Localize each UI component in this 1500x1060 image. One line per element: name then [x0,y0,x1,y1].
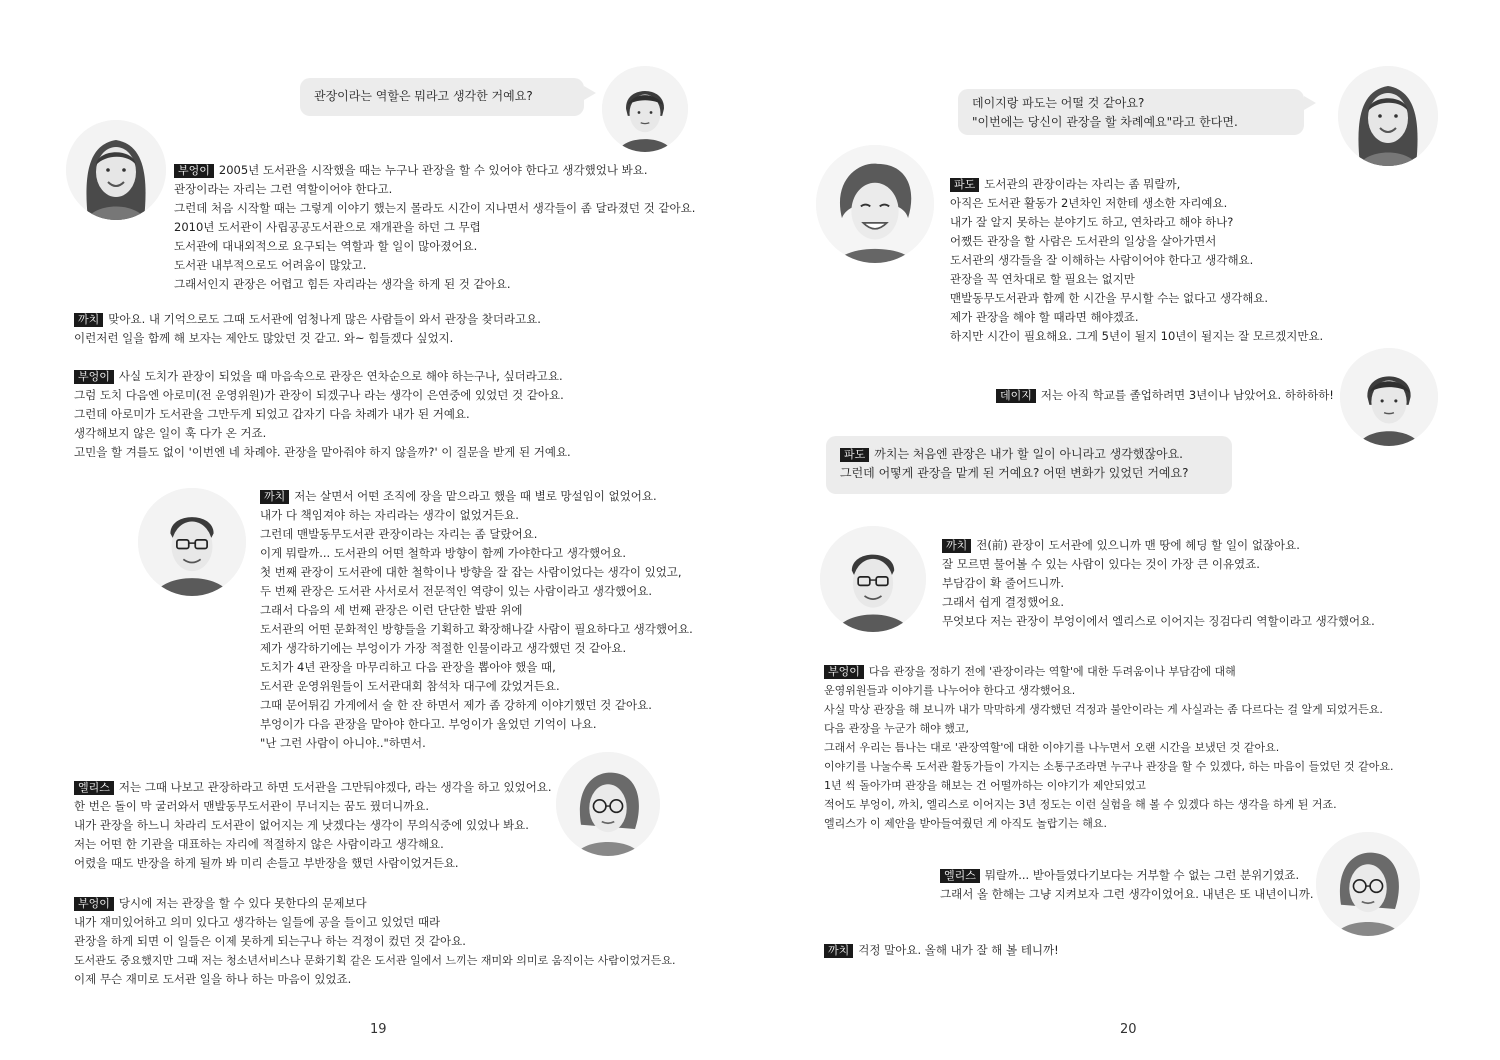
dialogue-block [260,487,693,753]
speaker-tag: 까치 [74,313,103,327]
dialogue-line: 그래서 다음의 세 번째 관장은 이런 단단한 발판 위에 [260,603,523,617]
dialogue-line: 무엇보다 저는 관장이 부엉이에서 엘리스로 이어지는 징검다리 역할이라고 생각했어요. [942,614,1375,628]
speaker-tag: 엘리스 [74,781,114,795]
dialogue-line: 까치 저는 살면서 어떤 조직에 장을 맡으라고 했을 때 별로 망설임이 없었어요. [260,487,693,506]
dialogue-line: 엘리스 저는 그때 나보고 관장하라고 하면 도서관을 그만둬야겠다, 라는 생각을 하고 있었어요. [74,778,552,797]
speaker-tag: 파도 [840,448,869,462]
question-bubble [300,78,584,116]
question-text: 관장이라는 역할은 뭐라고 생각한 거예요? [314,89,533,103]
dialogue-line: 그럼 도치 다음엔 아로미(전 운영위원)가 관장이 되겠구나 라는 생각이 은연중에 있었던 것 같아요. [74,388,564,402]
dialogue-line: 운영위원들과 이야기를 나누어야 한다고 생각했어요. [824,684,1076,697]
portrait-icon [602,66,688,152]
dialogue-line: 그런데 맨발동무도서관 관장이라는 자리는 좀 달랐어요. [260,527,538,541]
dialogue-line: 그래서인지 관장은 어렵고 힘든 자리라는 생각을 하게 된 것 같아요. [174,277,511,291]
dialogue-line: 부엉이 다음 관장을 정하기 전에 '관장이라는 역할'에 대한 두려움이나 부담감에 대해 [824,662,1394,681]
dialogue-block [950,175,1323,346]
portrait-icon [138,488,246,596]
dialogue-line: 어쨌든 관장을 할 사람은 도서관의 일상을 살아가면서 [950,234,1217,248]
dialogue-line: 이런저런 일을 함께 해 보자는 제안도 많았던 것 같고. 와~ 힘들겠다 싶었지. [74,331,454,345]
dialogue-line: 내가 잘 알지 못하는 분야기도 하고, 연차라고 해야 하나? [950,215,1234,229]
dialogue-line: 잘 모르면 물어볼 수 있는 사람이 있다는 것이 가장 큰 이유였죠. [942,557,1260,571]
dialogue-line: 제가 관장을 해야 할 때라면 해야겠죠. [950,310,1139,324]
portrait-icon [1338,66,1438,166]
dialogue-block [824,662,1394,833]
dialogue-line: 2010년 도서관이 사립공공도서관으로 재개관을 하던 그 무렵 [174,220,481,234]
dialogue-line: 그때 문어튀김 가게에서 술 한 잔 하면서 제가 좀 강하게 이야기했던 것 같아요. [260,698,652,712]
dialogue-line: 엘리스 뭐랄까... 받아들였다기보다는 거부할 수 없는 그런 분위기였죠. [940,866,1313,885]
speaker-tag: 엘리스 [940,869,980,883]
dialogue-line: 하지만 시간이 필요해요. 그게 5년이 될지 10년이 될지는 잘 모르겠지만요. [950,329,1324,343]
dialogue-line: 그래서 올 한해는 그냥 지켜보자 그런 생각이었어요. 내년은 또 내년이니까. [940,887,1314,901]
speaker-tag: 데이지 [996,389,1036,403]
dialogue-line: 1년 씩 돌아가며 관장을 해보는 건 어떨까하는 이야기가 제안되었고 [824,779,1146,792]
avatar-kkachi [138,488,246,596]
dialogue-line: 부엉이 2005년 도서관을 시작했을 때는 누구나 관장을 할 수 있어야 한다고 생각했었나 봐요. [174,161,695,180]
speaker-tag: 파도 [950,178,979,192]
page-number: 19 [370,1022,387,1037]
portrait-icon [66,120,166,220]
avatar-alice [1316,832,1420,936]
portrait-icon [820,526,926,632]
dialogue-line: 엘리스가 이 제안을 받아들여줬던 게 아직도 놀랍기는 해요. [824,817,1107,830]
question-bubble [958,89,1304,135]
dialogue-line: 고민을 할 겨를도 없이 '이번엔 네 차례야. 관장을 맡아줘야 하지 않을까?' 이 질문을 받게 된 거예요. [74,445,571,459]
dialogue-line: 이제 무슨 재미로 도서관 일을 하나 하는 마음이 있었죠. [74,972,352,986]
dialogue-line: 적어도 부엉이, 까치, 엘리스로 이어지는 3년 정도는 이런 실험을 해 볼 수 있겠다 하는 생각을 하게 된 거죠. [824,798,1337,811]
dialogue-line: 도서관에 대내외적으로 요구되는 역할과 할 일이 많아졌어요. [174,239,478,253]
question-bubble [826,436,1232,494]
question-line: "이번에는 당신이 관장을 할 차례예요"라고 한다면. [972,115,1238,129]
portrait-icon [1316,832,1420,936]
speaker-tag: 까치 [260,490,289,504]
speaker-tag: 까치 [824,944,853,958]
dialogue-line: 아직은 도서관 활동가 2년차인 저한테 생소한 자리예요. [950,196,1228,210]
dialogue-block [74,367,571,462]
dialogue-line: 내가 다 책임져야 하는 자리라는 생각이 없었거든요. [260,508,519,522]
right-page [750,0,1500,1060]
dialogue-line: 도서관의 생각들을 잘 이해하는 사람이어야 한다고 생각해요. [950,253,1254,267]
dialogue-line: 파도 도서관의 관장이라는 자리는 좀 뭐랄까, [950,175,1323,194]
avatar-buongi [1338,66,1438,166]
dialogue-block [74,310,541,348]
dialogue-line: 도치가 4년 관장을 마무리하고 다음 관장을 뽑아야 했을 때, [260,660,556,674]
dialogue-line: 다음 관장을 누군가 해야 했고, [824,722,969,735]
dialogue-block [824,941,1059,960]
dialogue-block [942,536,1375,631]
dialogue-line: 까치 전(前) 관장이 도서관에 있으니까 맨 땅에 헤딩 할 일이 없잖아요. [942,536,1375,555]
portrait-icon [816,145,934,263]
dialogue-line: 이야기를 나눌수록 도서관 활동가들이 가지는 소통구조라면 누구나 관장을 할 수 있겠다, 하는 마음이 들었던 것 같아요. [824,760,1394,773]
page-number: 20 [1120,1022,1137,1037]
dialogue-line: 첫 번째 관장이 도서관에 대한 철학이나 방향을 잘 잡는 사람이었다는 생각이 있었고, [260,565,682,579]
dialogue-line: 한 번은 돌이 막 굴러와서 맨발동무도서관이 무너지는 꿈도 꿨더니까요. [74,799,430,813]
question-line: 데이지랑 파도는 어떨 것 같아요? [972,96,1145,110]
dialogue-line: 내가 관장을 하느니 차라리 도서관이 없어지는 게 낫겠다는 생각이 무의식중에 있었나 봐요. [74,818,529,832]
bubble-tail [1304,96,1316,110]
avatar-alice [556,752,660,856]
dialogue-line: 도서관 운영위원들이 도서관대회 참석차 대구에 갔었거든요. [260,679,560,693]
portrait-icon [556,752,660,856]
dialogue-line: 생각해보지 않은 일이 훅 다가 온 거죠. [74,426,267,440]
dialogue-block [996,386,1334,405]
dialogue-line: 까치 걱정 말아요. 올해 내가 잘 해 볼 테니까! [824,941,1059,960]
dialogue-line: 부엉이 사실 도치가 관장이 되었을 때 마음속으로 관장은 연차순으로 해야 하는구나, 싶더라고요. [74,367,571,386]
avatar-buongi [66,120,166,220]
portrait-icon [1340,348,1438,446]
avatar-kkachi [820,526,926,632]
avatar-interviewer [602,66,688,152]
dialogue-line: 제가 생각하기에는 부엉이가 가장 적절한 인물이라고 생각했던 것 같아요. [260,641,627,655]
dialogue-block [74,778,552,873]
dialogue-line: 부엉이 당시에 저는 관장을 할 수 있다 못한다의 문제보다 [74,894,676,913]
dialogue-line: 저는 어떤 한 기관을 대표하는 자리에 적절하지 않은 사람이라고 생각해요. [74,837,444,851]
dialogue-line: 관장이라는 자리는 그런 역할이어야 한다고. [174,182,393,196]
dialogue-line: 그런데 아로미가 도서관을 그만두게 되었고 갑자기 다음 차례가 내가 된 거예요. [74,407,470,421]
dialogue-line: 부엉이가 다음 관장을 맡아야 한다고. 부엉이가 울었던 기억이 나요. [260,717,597,731]
dialogue-line: "난 그런 사람이 아니야.."하면서. [260,736,426,750]
dialogue-line: 도서관의 어떤 문화적인 방향들을 기획하고 확장해나갈 사람이 필요하다고 생각했어요. [260,622,693,636]
dialogue-block [940,866,1313,904]
dialogue-block [74,894,676,989]
dialogue-line: 관장을 꼭 연차대로 할 필요는 없지만 [950,272,1135,286]
dialogue-line: 데이지 저는 아직 학교를 졸업하려면 3년이나 남았어요. 하하하하! [996,386,1334,405]
dialogue-line: 부담감이 확 줄어드니까. [942,576,1065,590]
dialogue-line: 사실 막상 관장을 해 보니까 내가 막막하게 생각했던 걱정과 불안이라는 게 사실과는 좀 다르다는 걸 알게 되었거든요. [824,703,1383,716]
avatar-daisy [1340,348,1438,446]
dialogue-line: 그래서 우리는 틈나는 대로 '관장역할'에 대한 이야기를 나누면서 오랜 시간을 보냈던 것 같아요. [824,741,1280,754]
dialogue-line: 도서관 내부적으로도 어려움이 많았고. [174,258,367,272]
dialogue-line: 어렸을 때도 반장을 하게 될까 봐 미리 손들고 부반장을 했던 사람이었거든요. [74,856,459,870]
dialogue-line: 맨발동무도서관과 함께 한 시간을 무시할 수는 없다고 생각해요. [950,291,1269,305]
dialogue-line: 이게 뭐랄까... 도서관의 어떤 철학과 방향이 함께 가야한다고 생각했어요. [260,546,627,560]
dialogue-line: 그래서 쉽게 결정했어요. [942,595,1065,609]
dialogue-line: 도서관도 중요했지만 그때 저는 청소년서비스나 문화기획 같은 도서관 일에서 느끼는 재미와 의미로 움직이는 사람이었거든요. [74,954,676,967]
avatar-pado [816,145,934,263]
dialogue-line: 두 번째 관장은 도서관 사서로서 전문적인 역량이 있는 사람이라고 생각했어요. [260,584,653,598]
dialogue-line: 내가 재미있어하고 의미 있다고 생각하는 일들에 공을 들이고 있었던 때라 [74,915,441,929]
dialogue-line: 관장을 하게 되면 이 일들은 이제 못하게 되는구나 하는 걱정이 컸던 것 같아요. [74,934,466,948]
bubble-tail [584,86,596,100]
dialogue-line: 그런데 처음 시작할 때는 그렇게 이야기 했는지 몰라도 시간이 지나면서 생각들이 좀 달라졌던 것 같아요. [174,201,696,215]
speaker-tag: 부엉이 [174,164,214,178]
dialogue-line: 파도 까치는 처음엔 관장은 내가 할 일이 아니라고 생각했잖아요. [840,445,1218,464]
dialogue-block [174,161,695,294]
dialogue-line: 그런데 어떻게 관장을 맡게 된 거예요? 어떤 변화가 있었던 거예요? [840,466,1189,480]
speaker-tag: 까치 [942,539,971,553]
speaker-tag: 부엉이 [74,897,114,911]
speaker-tag: 부엉이 [74,370,114,384]
dialogue-line: 까치 맞아요. 내 기억으로도 그때 도서관에 엄청나게 많은 사람들이 와서 관장을 찾더라고요. [74,310,541,329]
speaker-tag: 부엉이 [824,665,864,679]
